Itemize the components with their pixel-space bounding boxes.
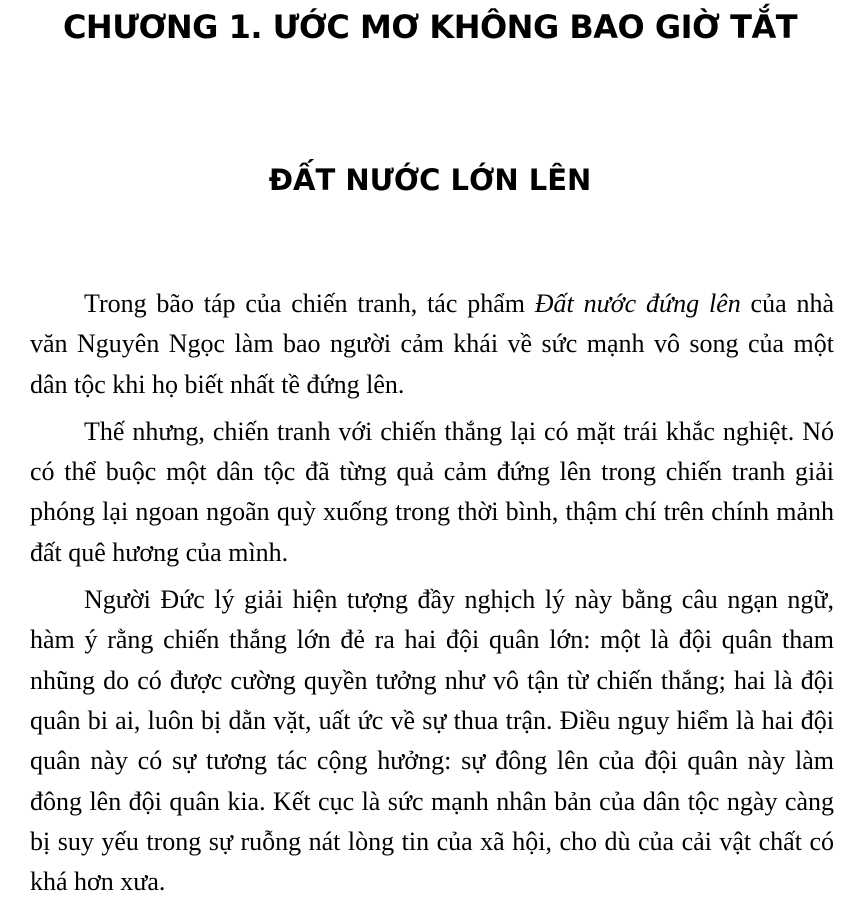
paragraph-2: Thế nhưng, chiến tranh với chiến thắng lại có mặt trái khắc nghiệt. Nó có thể buộc một dân tộc đã từng quả cảm đứng lên trong chiến tranh giải phóng lại ngoan ngoãn quỳ xuống trong thời bình, thậm chí trên chính mảnh đất quê hương của mình.	[30, 416, 834, 567]
book-title-italic: Đất nước đứng lên	[534, 289, 741, 318]
paragraph-3: Người Đức lý giải hiện tượng đầy nghịch lý này bằng câu ngạn ngữ, hàm ý rằng chiến thắng lớn đẻ ra hai đội quân lớn: một là đội quân tham nhũng do có được cường quyền tưởng như vô tận từ chiến thắng; hai là đội quân bi ai, luôn bị dằn vặt, uất ức về sự thua trận. Điều nguy hiểm là hai đội quân này có sự tương tác cộng hưởng: sự đông lên của đội quân này làm đông lên đội quân kia. Kết cục là sức mạnh nhân bản của dân tộc ngày càng bị suy yếu trong sự ruỗng nát lòng tin của xã hội, cho dù của cải vật chất có khá hơn xưa.	[30, 585, 834, 897]
section-title: ĐẤT NƯỚC LỚN LÊN	[268, 163, 592, 197]
chapter-title: CHƯƠNG 1. ƯỚC MƠ KHÔNG BAO GIỜ TẮT	[62, 8, 798, 46]
body-text	[30, 284, 834, 909]
paragraph-1	[30, 284, 834, 405]
paragraph-1-text-after: của nhà văn Nguyên Ngọc làm bao người cảm khái về sức mạnh vô song của một dân tộc khi họ biết nhất tề đứng lên.	[30, 289, 834, 399]
paragraph-1-text-before: Trong bão táp của chiến tranh, tác phẩm	[84, 289, 535, 318]
